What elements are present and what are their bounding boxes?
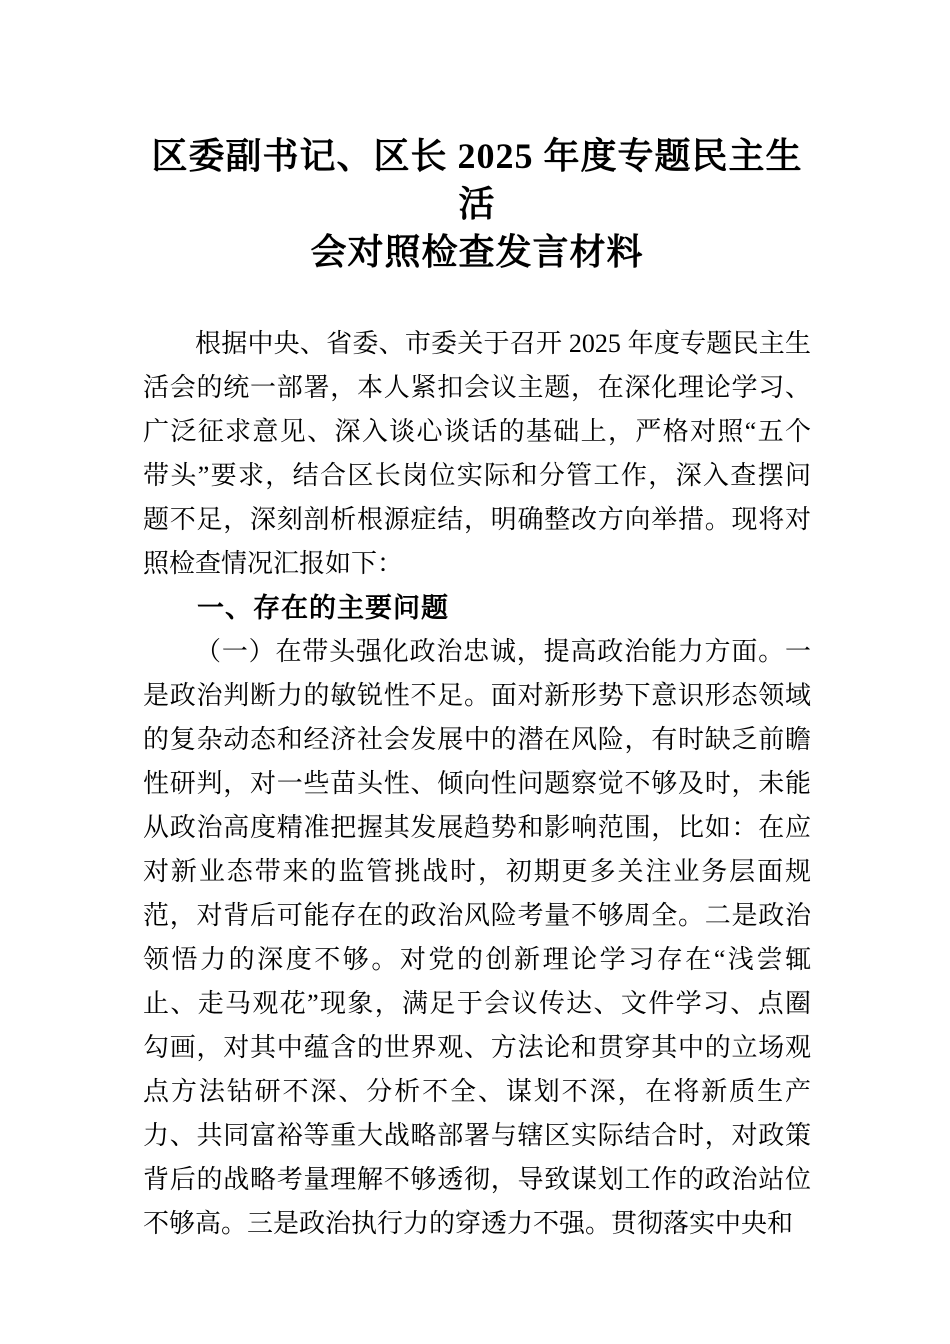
paragraph-text-line: 性研判，对一些苗头性、倾向性问题察觉不够及时，未能 <box>143 769 811 799</box>
paragraph-text-line: 点方法钻研不深、分析不全、谋划不深，在将新质生产 <box>143 1077 811 1107</box>
section-one-paragraph <box>143 630 811 1246</box>
paragraph-text-line: 广泛征求意见、深入谈心谈话的基础上，严格对照“五个 <box>143 417 811 447</box>
paragraph-text-line: 活会的统一部署，本人紧扣会议主题，在深化理论学习、 <box>143 373 811 403</box>
section-heading-main-problems: 一、存在的主要问题 <box>197 593 449 624</box>
paragraph-text-line: 勾画，对其中蕴含的世界观、方法论和贯穿其中的立场观 <box>143 1033 811 1063</box>
paragraph-text-line: 背后的战略考量理解不够透彻，导致谋划工作的政治站位 <box>143 1165 811 1195</box>
paragraph-text-line: 的复杂动态和经济社会发展中的潜在风险，有时缺乏前瞻 <box>143 725 811 755</box>
document-title <box>143 24 811 276</box>
paragraph-text-line: 根据中央、省委、市委关于召开 2025 年度专题民主生 <box>195 329 811 359</box>
opening-paragraph <box>143 322 811 586</box>
paragraph-text-line: 力、共同富裕等重大战略部署与辖区实际结合时，对政策 <box>143 1121 811 1151</box>
paragraph-text-line: 止、走马观花”现象，满足于会议传达、文件学习、点圈 <box>143 989 811 1019</box>
document-body <box>143 322 811 1246</box>
paragraph-text-line: 题不足，深刻剖析根源症结，明确整改方向举措。现将对 <box>143 505 811 535</box>
paragraph-text-line: 带头”要求，结合区长岗位实际和分管工作，深入查摆问 <box>143 461 811 491</box>
document-title-line: 会对照检查发言材料 <box>310 232 644 273</box>
document-title-line: 区委副书记、区长 2025 年度专题民主生活 <box>151 136 803 225</box>
paragraph-text-line: （一）在带头强化政治忠诚，提高政治能力方面。一 <box>195 637 811 667</box>
paragraph-text-line: 范，对背后可能存在的政治风险考量不够周全。二是政治 <box>143 901 811 931</box>
paragraph-text-line: 领悟力的深度不够。对党的创新理论学习存在“浅尝辄 <box>143 945 811 975</box>
paragraph-text-line: 对新业态带来的监管挑战时，初期更多关注业务层面规 <box>143 857 811 887</box>
document-content <box>143 24 811 1246</box>
paragraph-text-line: 是政治判断力的敏锐性不足。面对新形势下意识形态领域 <box>143 681 811 711</box>
paragraph-text-line: 照检查情况汇报如下： <box>143 549 404 579</box>
paragraph-text-line: 从政治高度精准把握其发展趋势和影响范围，比如：在应 <box>143 813 811 843</box>
paragraph-text-line: 不够高。三是政治执行力的穿透力不强。贯彻落实中央和 <box>143 1209 794 1239</box>
